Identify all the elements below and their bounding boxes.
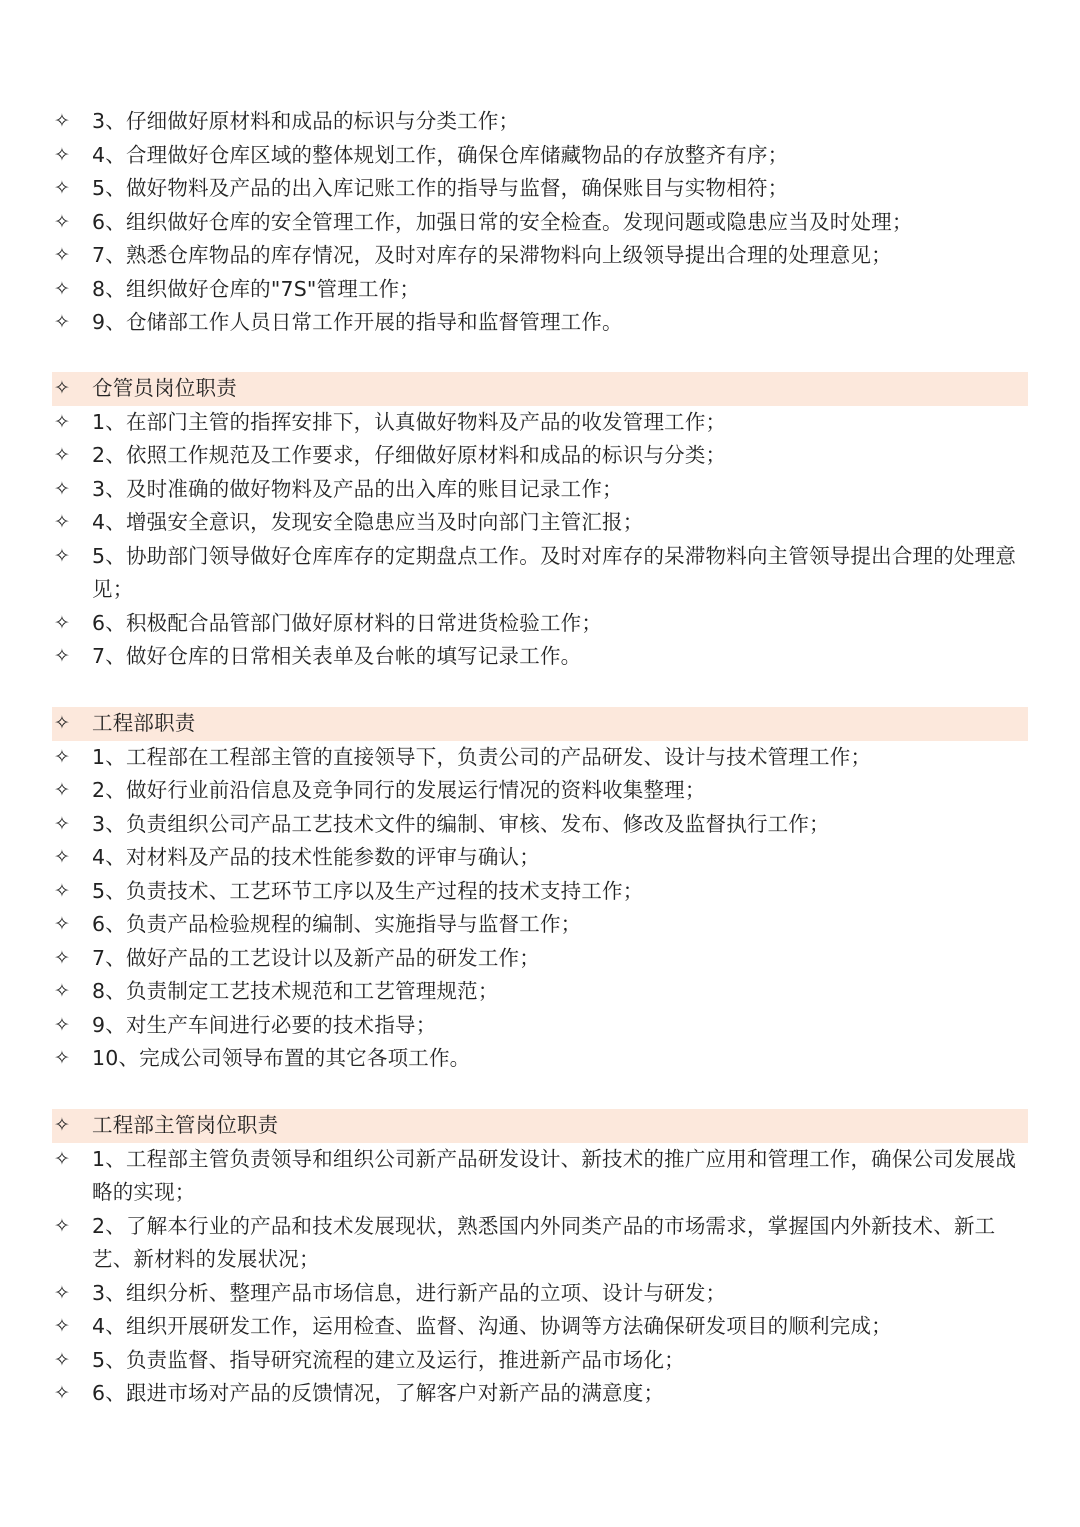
bullet-icon: ✧ [54, 980, 71, 1002]
section-warehouse-duties-continued [52, 105, 1028, 340]
bullet-icon: ✧ [54, 1348, 71, 1371]
list-item: ✧ 2、依照工作规范及工作要求，仔细做好原材料和成品的标识与分类； [52, 439, 1028, 473]
list-item: ✧ 2、做好行业前沿信息及竞争同行的发展运行情况的资料收集整理； [52, 774, 1028, 808]
section-engineering-manager-duties [52, 1109, 1028, 1411]
list-item: ✧ 4、合理做好仓库区域的整体规划工作，确保仓库储藏物品的存放整齐有序； [52, 139, 1028, 173]
section-header: ✧ 工程部职责 [52, 707, 1028, 741]
bullet-icon: ✧ [54, 1382, 71, 1404]
list-item: ✧ 7、做好仓库的日常相关表单及台帐的填写记录工作。 [52, 640, 1028, 674]
bullet-icon: ✧ [54, 1013, 71, 1036]
bullet-icon: ✧ [54, 210, 71, 233]
list-item: ✧ 9、对生产车间进行必要的技术指导； [52, 1009, 1028, 1043]
list-item: ✧ 7、做好产品的工艺设计以及新产品的研发工作； [52, 942, 1028, 976]
list-item: ✧ 5、协助部门领导做好仓库库存的定期盘点工作。及时对库存的呆滞物料向主管领导提出合理的处理意见； [52, 540, 1028, 607]
list-item: ✧ 5、负责监督、指导研究流程的建立及运行，推进新产品市场化； [52, 1344, 1028, 1378]
list-item: ✧ 4、增强安全意识，发现安全隐患应当及时向部门主管汇报； [52, 506, 1028, 540]
list-item: ✧ 6、组织做好仓库的安全管理工作，加强日常的安全检查。发现问题或隐患应当及时处理； [52, 206, 1028, 240]
bullet-icon: ✧ [54, 477, 71, 500]
list-item: ✧ 1、工程部在工程部主管的直接领导下，负责公司的产品研发、设计与技术管理工作； [52, 741, 1028, 775]
list-item: ✧ 6、积极配合品管部门做好原材料的日常进货检验工作； [52, 607, 1028, 641]
section-storekeeper-duties [52, 372, 1028, 674]
bullet-icon: ✧ [54, 311, 71, 333]
list-item: ✧ 5、做好物料及产品的出入库记账工作的指导与监督，确保账目与实物相符； [52, 172, 1028, 206]
bullet-icon: ✧ [54, 913, 71, 935]
bullet-icon: ✧ [54, 277, 71, 300]
bullet-icon: ✧ [54, 779, 71, 801]
bullet-icon: ✧ [54, 1047, 71, 1069]
bullet-icon: ✧ [54, 1114, 71, 1136]
list-item: ✧ 5、负责技术、工艺环节工序以及生产过程的技术支持工作； [52, 875, 1028, 909]
list-item: ✧ 6、跟进市场对产品的反馈情况，了解客户对新产品的满意度； [52, 1377, 1028, 1411]
list-item: ✧ 8、组织做好仓库的"7S"管理工作； [52, 273, 1028, 307]
list-item: ✧ 3、负责组织公司产品工艺技术文件的编制、审核、发布、修改及监督执行工作； [52, 808, 1028, 842]
section-header: ✧ 仓管员岗位职责 [52, 372, 1028, 406]
bullet-icon: ✧ [54, 377, 71, 399]
bullet-icon: ✧ [54, 946, 71, 969]
section-header: ✧ 工程部主管岗位职责 [52, 1109, 1028, 1143]
bullet-icon: ✧ [54, 410, 71, 433]
bullet-icon: ✧ [54, 544, 71, 567]
list-item: ✧ 1、工程部主管负责领导和组织公司新产品研发设计、新技术的推广应用和管理工作，确保公司发展战略的实现； [52, 1143, 1028, 1210]
bullet-icon: ✧ [54, 1315, 71, 1337]
section-engineering-duties [52, 707, 1028, 1076]
bullet-icon: ✧ [54, 244, 71, 266]
bullet-icon: ✧ [54, 879, 71, 902]
bullet-icon: ✧ [54, 1281, 71, 1304]
bullet-icon: ✧ [54, 846, 71, 868]
list-item: ✧ 4、组织开展研发工作，运用检查、监督、沟通、协调等方法确保研发项目的顺利完成； [52, 1310, 1028, 1344]
list-item: ✧ 6、负责产品检验规程的编制、实施指导与监督工作； [52, 908, 1028, 942]
bullet-icon: ✧ [54, 143, 71, 166]
bullet-icon: ✧ [54, 1214, 71, 1237]
bullet-icon: ✧ [54, 645, 71, 667]
list-item: ✧ 9、仓储部工作人员日常工作开展的指导和监督管理工作。 [52, 306, 1028, 340]
list-item: ✧ 7、熟悉仓库物品的库存情况，及时对库存的呆滞物料向上级领导提出合理的处理意见； [52, 239, 1028, 273]
list-item: ✧ 4、对材料及产品的技术性能参数的评审与确认； [52, 841, 1028, 875]
bullet-icon: ✧ [54, 712, 71, 734]
list-item: ✧ 10、完成公司领导布置的其它各项工作。 [52, 1042, 1028, 1076]
bullet-icon: ✧ [54, 110, 71, 132]
bullet-icon: ✧ [54, 444, 71, 466]
list-item: ✧ 3、仔细做好原材料和成品的标识与分类工作； [52, 105, 1028, 139]
bullet-icon: ✧ [54, 177, 71, 199]
bullet-icon: ✧ [54, 745, 71, 768]
bullet-icon: ✧ [54, 511, 71, 533]
list-item: ✧ 1、在部门主管的指挥安排下，认真做好物料及产品的收发管理工作； [52, 406, 1028, 440]
list-item: ✧ 3、及时准确的做好物料及产品的出入库的账目记录工作； [52, 473, 1028, 507]
bullet-icon: ✧ [54, 1147, 71, 1170]
list-item: ✧ 3、组织分析、整理产品市场信息，进行新产品的立项、设计与研发； [52, 1277, 1028, 1311]
bullet-icon: ✧ [54, 611, 71, 634]
bullet-icon: ✧ [54, 812, 71, 835]
list-item: ✧ 2、了解本行业的产品和技术发展现状，熟悉国内外同类产品的市场需求，掌握国内外新技术、新工艺、新材料的发展状况； [52, 1210, 1028, 1277]
list-item: ✧ 8、负责制定工艺技术规范和工艺管理规范； [52, 975, 1028, 1009]
